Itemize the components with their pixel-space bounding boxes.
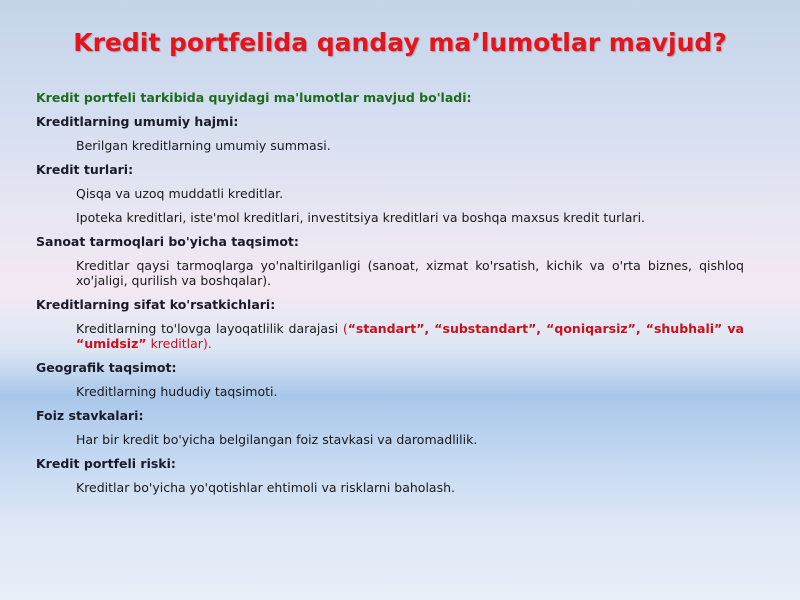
quality-prefix: Kreditlarning to'lovga layoqatlilik darajasi bbox=[76, 321, 343, 336]
section-heading-total-volume: Kreditlarning umumiy hajmi: bbox=[36, 114, 239, 129]
section-item: Kreditlar bo'yicha yo'qotishlar ehtimoli va risklarni baholash. bbox=[76, 480, 455, 495]
section-item: Qisqa va uzoq muddatli kreditlar. bbox=[76, 186, 284, 201]
section-heading-geographic-distribution: Geografik taqsimot: bbox=[36, 360, 177, 375]
slide-title: Kredit portfelida qanday maʼlumotlar mavjud? bbox=[73, 28, 727, 57]
section-item: Kreditlarning hududiy taqsimoti. bbox=[76, 384, 278, 399]
section-heading-industry-distribution: Sanoat tarmoqlari bo'yicha taqsimot: bbox=[36, 234, 299, 249]
section-item: Kreditlar qaysi tarmoqlarga yo'naltirilganligi (sanoat, xizmat ko'rsatish, kichik va o'rta biznes, qishloq xo'jaligi, qurilish va boshqalar). bbox=[76, 258, 744, 288]
quality-open-paren: ( bbox=[342, 321, 348, 336]
section-item: Har bir kredit bo'yicha belgilangan foiz stavkasi va daromadlilik. bbox=[76, 432, 478, 447]
section-item: Berilgan kreditlarning umumiy summasi. bbox=[76, 138, 331, 153]
quality-categories: “standart”, “substandart”, “qoniqarsiz”, “shubhali” va “umidsiz” bbox=[76, 321, 744, 351]
section-item-quality bbox=[76, 321, 744, 351]
slide-content bbox=[36, 90, 744, 504]
section-heading-quality-indicators: Kreditlarning sifat ko'rsatkichlari: bbox=[36, 297, 276, 312]
section-heading-portfolio-risk: Kredit portfeli riski: bbox=[36, 456, 176, 471]
quality-suffix: kreditlar). bbox=[146, 336, 212, 351]
section-heading-interest-rates: Foiz stavkalari: bbox=[36, 408, 144, 423]
intro-text: Kredit portfeli tarkibida quyidagi ma'lumotlar mavjud bo'ladi: bbox=[36, 90, 472, 105]
section-item: Ipoteka kreditlari, iste'mol kreditlari, investitsiya kreditlari va boshqa maxsus kredit turlari. bbox=[76, 210, 646, 225]
section-heading-credit-types: Kredit turlari: bbox=[36, 162, 134, 177]
